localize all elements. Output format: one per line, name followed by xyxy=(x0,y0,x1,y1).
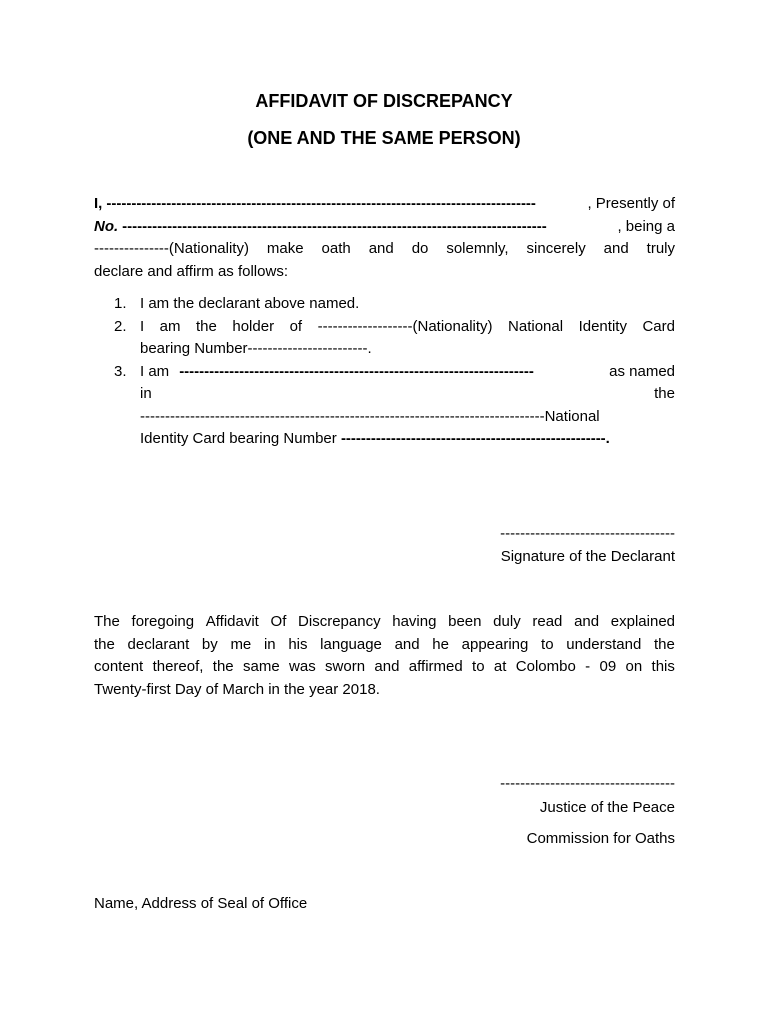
attestation-word: Colombo xyxy=(515,658,576,675)
name-blank: -------------------------------------------------------------------------------------- xyxy=(106,195,536,212)
list-word: -------------------(Nationality) xyxy=(317,317,493,335)
attestation-word: thereof, xyxy=(152,658,204,675)
seal-label: Name, Address of Seal of Office xyxy=(94,895,308,912)
attestation-word: and xyxy=(374,658,400,675)
list-item-line xyxy=(140,361,675,384)
intro-word: ---------------(Nationality) xyxy=(94,240,249,257)
being-a-text: , being a xyxy=(617,217,675,235)
attestation-word: Affidavit xyxy=(205,613,259,630)
attestation-word: having xyxy=(392,613,437,630)
list-item-line: bearing Number------------------------. xyxy=(140,340,372,357)
intro-line-2 xyxy=(94,216,675,239)
attestation-word: understand xyxy=(566,635,642,653)
attestation-word: and xyxy=(574,613,600,630)
intro-line-1 xyxy=(94,193,675,216)
attestation-line xyxy=(94,656,675,679)
attestation-word: the xyxy=(94,635,115,653)
attestation-word: affirmed xyxy=(408,658,463,675)
list-number: 3. xyxy=(114,362,127,380)
attestation-word: read xyxy=(532,613,563,630)
list-word: holder xyxy=(232,317,275,335)
list-word: National xyxy=(508,317,564,335)
attestation-word: this xyxy=(651,658,675,675)
presently-of-text: , Presently of xyxy=(587,195,675,212)
attestation-word: at xyxy=(493,658,507,675)
list-word: of xyxy=(289,317,303,335)
attestation-line xyxy=(94,611,675,634)
intro-word: truly xyxy=(646,240,675,257)
attestation-word: language xyxy=(320,635,382,653)
attestation-word: Discrepancy xyxy=(298,613,381,630)
attestation-word: foregoing xyxy=(131,613,195,630)
jp-signature-line: ----------------------------------- xyxy=(500,775,675,792)
list-item xyxy=(114,293,675,316)
attestation-word: me xyxy=(230,635,252,653)
attestation-word: been xyxy=(448,613,482,630)
attestation-word: explained xyxy=(610,613,675,630)
intro-word: solemnly, xyxy=(446,240,509,257)
declarant-signature-line: ----------------------------------- xyxy=(500,525,675,542)
attestation-word: appearing xyxy=(461,635,529,653)
intro-word: do xyxy=(411,240,429,257)
attestation-word: on xyxy=(625,658,643,675)
attestation-word: the xyxy=(653,635,675,653)
intro-word: and xyxy=(368,240,394,257)
attestation-word: content xyxy=(94,658,144,675)
list-word: I am xyxy=(140,362,170,380)
list-word: am xyxy=(159,317,181,335)
intro-word: and xyxy=(603,240,629,257)
attestation-word: The xyxy=(94,613,120,630)
jp-commission: Commission for Oaths xyxy=(526,830,675,847)
attestation-word: Of xyxy=(270,613,287,630)
document-title: AFFIDAVIT OF DISCREPANCY xyxy=(255,91,513,111)
attestation-word: to xyxy=(472,658,485,675)
list-word: Identity xyxy=(578,317,627,335)
attestation-word: 09 xyxy=(599,658,617,675)
attestation-word: sworn xyxy=(325,658,366,675)
list-item-text: I am the declarant above named. xyxy=(140,295,360,312)
attestation-word: in xyxy=(263,635,276,653)
attestation-word: was xyxy=(289,658,316,675)
list-number: 2. xyxy=(114,317,127,335)
intro-name-label: I, xyxy=(94,195,103,212)
list-item xyxy=(114,361,675,451)
list-item-line xyxy=(140,383,675,406)
intro-line-3 xyxy=(94,238,675,261)
attestation-word: by xyxy=(201,635,218,653)
attestation-word: he xyxy=(432,635,449,653)
intro-paragraph xyxy=(94,193,675,283)
list-item-line xyxy=(140,428,675,451)
list-word: Card xyxy=(642,317,675,335)
intro-word: oath xyxy=(321,240,351,257)
address-blank: ------------------------------------------------------------------------------------- xyxy=(122,217,547,235)
list-word: the xyxy=(654,385,675,402)
attestation-word: declarant xyxy=(127,635,190,653)
attestation-line xyxy=(94,634,675,657)
list-word: the xyxy=(196,317,217,335)
attestation-line: Twenty-first Day of March in the year 2018. xyxy=(94,680,380,698)
attestation-word: the xyxy=(212,658,234,675)
attestation-word: - xyxy=(585,658,591,675)
attestation-word: his xyxy=(288,635,308,653)
declarant-signature-label: Signature of the Declarant xyxy=(500,548,675,565)
intro-word: make xyxy=(266,240,304,257)
attestation-word: duly xyxy=(493,613,521,630)
jp-title: Justice of the Peace xyxy=(539,799,675,816)
declaration-list xyxy=(114,293,675,451)
list-word: Identity Card bearing Number xyxy=(140,430,337,447)
attestation-word: to xyxy=(541,635,554,653)
attestation-word: and xyxy=(394,635,420,653)
attestation-paragraph xyxy=(94,611,675,701)
id-number-blank: -----------------------------------------------------. xyxy=(340,430,610,447)
attestation-word: same xyxy=(242,658,280,675)
intro-line-4: declare and affirm as follows: xyxy=(94,262,288,280)
list-word: as named xyxy=(609,362,675,380)
list-number: 1. xyxy=(114,295,127,312)
address-no-label: No. xyxy=(94,217,119,235)
list-word: I xyxy=(140,317,145,335)
name-blank: ----------------------------------------------------------------------- xyxy=(179,362,534,380)
document-subtitle: (ONE AND THE SAME PERSON) xyxy=(247,128,521,148)
list-word: in xyxy=(140,385,152,402)
list-item-line: ---------------------------------------------------------------------------------National xyxy=(140,407,600,425)
list-item-line xyxy=(140,316,675,339)
list-item xyxy=(114,316,675,361)
intro-word: sincerely xyxy=(526,240,586,257)
